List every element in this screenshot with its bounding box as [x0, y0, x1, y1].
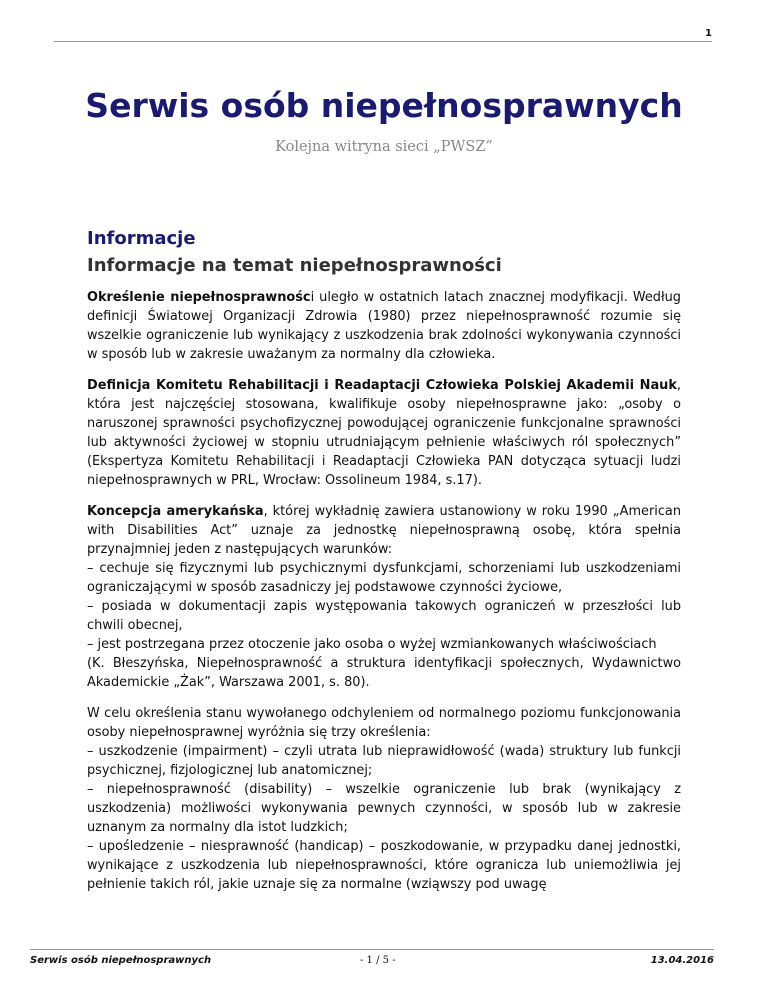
citation: (K. Błeszyńska, Niepełnosprawność a struktura identyfikacji społecznych, Wydawnictwo Akademickie „Żak”, Warszawa 2001, s. 80).	[87, 656, 681, 690]
section-title[interactable]: Informacje	[87, 228, 196, 249]
footer-date: 13.04.2016	[650, 955, 714, 966]
term-definition: Określenie niepełnosprawnośc	[87, 290, 311, 305]
paragraph-definition-pan	[87, 376, 681, 490]
list-item: – posiada w dokumentacji zapis występowania takowych ograniczeń w przeszłości lub chwili obecnej,	[87, 599, 681, 633]
footer-site-name: Serwis osób niepełnosprawnych	[30, 955, 212, 966]
paragraph-definition-who	[87, 288, 681, 364]
paragraph-three-terms	[87, 704, 681, 894]
list-item: – upośledzenie – niesprawność (handicap) – poszkodowanie, w przypadku danej jednostki, wynikające z uszkodzenia lub niepełnosprawności, które ogranicza lub uniemożliwia jej pełnienie takich ról, jakie uznaje się za normalne (wziąwszy pod uwagę	[87, 839, 681, 892]
site-subtitle: Kolejna witryna sieci „PWSZ”	[275, 139, 493, 155]
site-title[interactable]: Serwis osób niepełnosprawnych	[85, 86, 683, 125]
list-item: – cechuje się fizycznymi lub psychicznymi dysfunkcjami, schorzeniami lub uszkodzeniami ograniczającymi w sposób zasadniczy jej podstawowe czynności życiowe,	[87, 561, 681, 595]
term-definition: Definicja Komitetu Rehabilitacji i Readaptacji Człowieka Polskiej Akademii Nauk	[87, 378, 677, 393]
footer-divider	[30, 949, 714, 950]
list-item: – jest postrzegana przez otoczenie jako osoba o wyżej wzmiankowanych właściwościach	[87, 637, 657, 652]
paragraph-american-concept	[87, 502, 681, 692]
header-divider	[54, 41, 712, 42]
page-number: 1	[705, 28, 712, 39]
paragraph-text: , która jest najczęściej stosowana, kwalifikuje osoby niepełnosprawne jako: „osoby o naruszonej sprawności psychofizycznej powodującej ograniczenie funkcjonalne sprawności lub aktywności życiowej w stopniu utrudniającym pełnienie właściwych ról społecznych” (Ekspertyza Komitetu Rehabilitacji i Readaptacji Człowieka PAN dotycząca sytuacji ludzi niepełnosprawnych w PRL, Wrocław: Ossolineum 1984, s.17).	[87, 378, 681, 488]
article-title: Informacje na temat niepełnosprawności	[87, 255, 502, 276]
footer-page-count: - 1 / 5 -	[360, 955, 396, 966]
list-item: – uszkodzenie (impairment) – czyli utrata lub nieprawidłowość (wada) struktury lub funkcji psychicznej, fizjologicznej lub anatomicznej;	[87, 744, 681, 778]
main-content	[87, 228, 681, 906]
paragraph-text: W celu określenia stanu wywołanego odchyleniem od normalnego poziomu funkcjonowania osoby niepełnosprawnej wyróżnia się trzy określenia:	[87, 706, 681, 740]
paragraph-text: i uległo w ostatnich latach znacznej modyfikacji. Według definicji Światowej Organizacji Zdrowia (1980) przez niepełnosprawność rozumie się wszelkie ograniczenie lub wynikający z uszkodzenia brak zdolności wykonywania czynności w sposób lub w zakresie uważanym za normalny dla człowieka.	[87, 290, 681, 362]
paragraph-text: , której wykładnię zawiera ustanowiony w roku 1990 „American with Disabilities Act” uznaje za jednostkę niepełnosprawną osobę, która spełnia przynajmniej jeden z następujących warunków:	[87, 504, 681, 557]
list-item: – niepełnosprawność (disability) – wszelkie ograniczenie lub brak (wynikający z uszkodzenia) możliwości wykonywania pewnych czynności, w sposób lub w zakresie uznanym za normalny dla istot ludzkich;	[87, 782, 681, 835]
term-definition: Koncepcja amerykańska	[87, 504, 264, 519]
